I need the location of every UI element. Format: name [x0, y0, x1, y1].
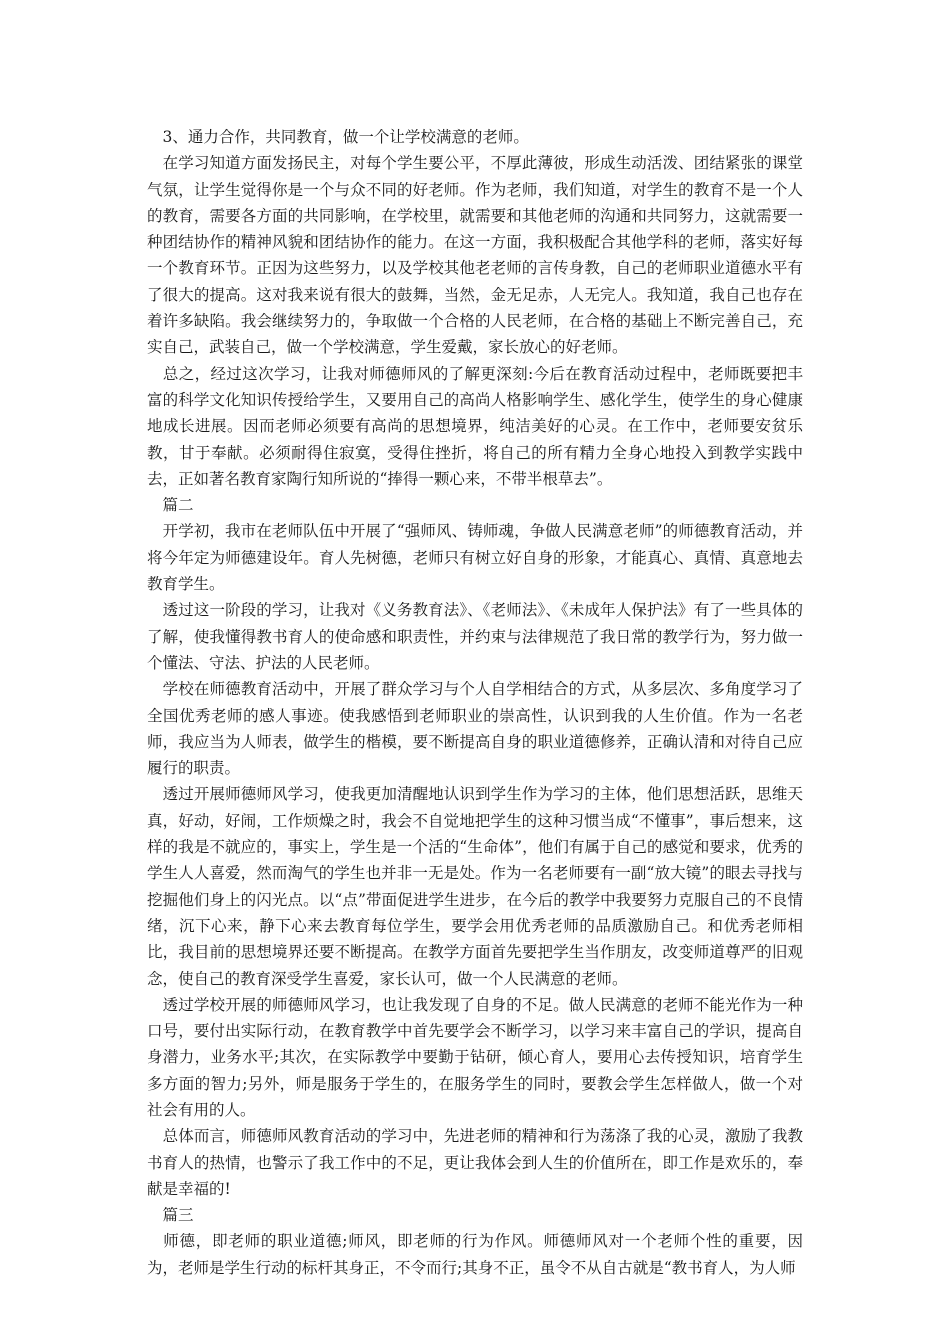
- document-body: [147, 124, 803, 1281]
- section-heading-2: 篇二: [147, 496, 194, 515]
- paragraph-10: 师德，即老师的职业道德;师风，即老师的行为作风。师德师风对一个老师个性的重要，因为，老师是学生行动的标杆其身正，不令而行;其身不正，虽令不从自古就是“教书育人，为人师: [147, 1232, 803, 1277]
- paragraph-6: 学校在师德教育活动中，开展了群众学习与个人自学相结合的方式，从多层次、多角度学习了全国优秀老师的感人事迹。使我感悟到老师职业的崇高性，认识到我的人生价值。作为一名老师，我应当为人师表，做学生的楷模，要不断提高自身的职业道德修养，正确认清和对待自己应履行的职责。: [147, 680, 803, 778]
- paragraph-3: 总之，经过这次学习，让我对师德师风的了解更深刻:今后在教育活动过程中，老师既要把丰富的科学文化知识传授给学生，又要用自己的高尚人格影响学生、感化学生，使学生的身心健康地成长进展。因而老师必须要有高尚的思想境界，纯洁美好的心灵。在工作中，老师要安贫乐教，甘于奉献。必须耐得住寂寞，受得住挫折，将自己的所有精力全身心地投入到教学实践中去，正如著名教育家陶行知所说的“捧得一颗心来，不带半根草去”。: [147, 364, 803, 488]
- paragraph-8: 透过学校开展的师德师风学习，也让我发现了自身的不足。做人民满意的老师不能光作为一种口号，要付出实际行动，在教育教学中首先要学会不断学习，以学习来丰富自己的学识，提高自身潜力，业务水平;其次，在实际教学中要勤于钻研，倾心育人，要用心去传授知识，培育学生多方面的智力;另外，师是服务于学生的，在服务学生的同时，要教会学生怎样做人，做一个对社会有用的人。: [147, 995, 803, 1119]
- paragraph-5: 透过这一阶段的学习，让我对《义务教育法》、《老师法》、《未成年人保护法》有了一些具体的了解，使我懂得教书育人的使命感和职责性，并约束与法律规范了我日常的教学行为，努力做一个懂法、守法、护法的人民老师。: [147, 601, 803, 672]
- paragraph-1: 3、通力合作，共同教育，做一个让学校满意的老师。: [147, 128, 529, 146]
- paragraph-9: 总体而言，师德师风教育活动的学习中，先进老师的精神和行为荡涤了我的心灵，激励了我教书育人的热情，也警示了我工作中的不足，更让我体会到人生的价值所在，即工作是欢乐的，奉献是幸福的!: [147, 1127, 803, 1198]
- section-heading-3: 篇三: [147, 1206, 194, 1225]
- paragraph-4: 开学初，我市在老师队伍中开展了“强师风、铸师魂，争做人民满意老师”的师德教育活动，并将今年定为师德建设年。育人先树德，老师只有树立好自身的形象，才能真心、真情、真意地去教育学生。: [147, 522, 803, 594]
- paragraph-2: 在学习知道方面发扬民主，对每个学生要公平，不厚此薄彼，形成生动活泼、团结紧张的课堂气氛，让学生觉得你是一个与众不同的好老师。作为老师，我们知道，对学生的教育不是一个人的教育，需要各方面的共同影响，在学校里，就需要和其他老师的沟通和共同努力，这就需要一种团结协作的精神风貌和团结协作的能力。在这一方面，我积极配合其他学科的老师，落实好每一个教育环节。正因为这些努力，以及学校其他老老师的言传身教，自己的老师职业道德水平有了很大的提高。这对我来说有很大的鼓舞，当然，金无足赤，人无完人。我知道，我自己也存在着许多缺陷。我会继续努力的，争取做一个合格的人民老师，在合格的基础上不断完善自己，充实自己，武装自己，做一个学校满意，学生爱戴，家长放心的好老师。: [147, 154, 803, 357]
- paragraph-7: 透过开展师德师风学习，使我更加清醒地认识到学生作为学习的主体，他们思想活跃，思维天真，好动，好闹，工作烦燥之时，我会不自觉地把学生的这种习惯当成“不懂事”，事后想来，这样的我是不就应的，事实上，学生是一个活的“生命体”，他们有属于自己的感觉和要求，优秀的学生人人喜爱，然而淘气的学生也并非一无是处。作为一名老师要有一副“放大镜”的眼去寻找与挖掘他们身上的闪光点。以“点”带面促进学生进步，在今后的教学中我要努力克服自己的不良情绪，沉下心来，静下心来去教育每位学生，要学会用优秀老师的品质激励自己。和优秀老师相比，我目前的思想境界还要不断提高。在教学方面首先要把学生当作朋友，改变师道尊严的旧观念，使自己的教育深受学生喜爱，家长认可，做一个人民满意的老师。: [147, 785, 803, 988]
